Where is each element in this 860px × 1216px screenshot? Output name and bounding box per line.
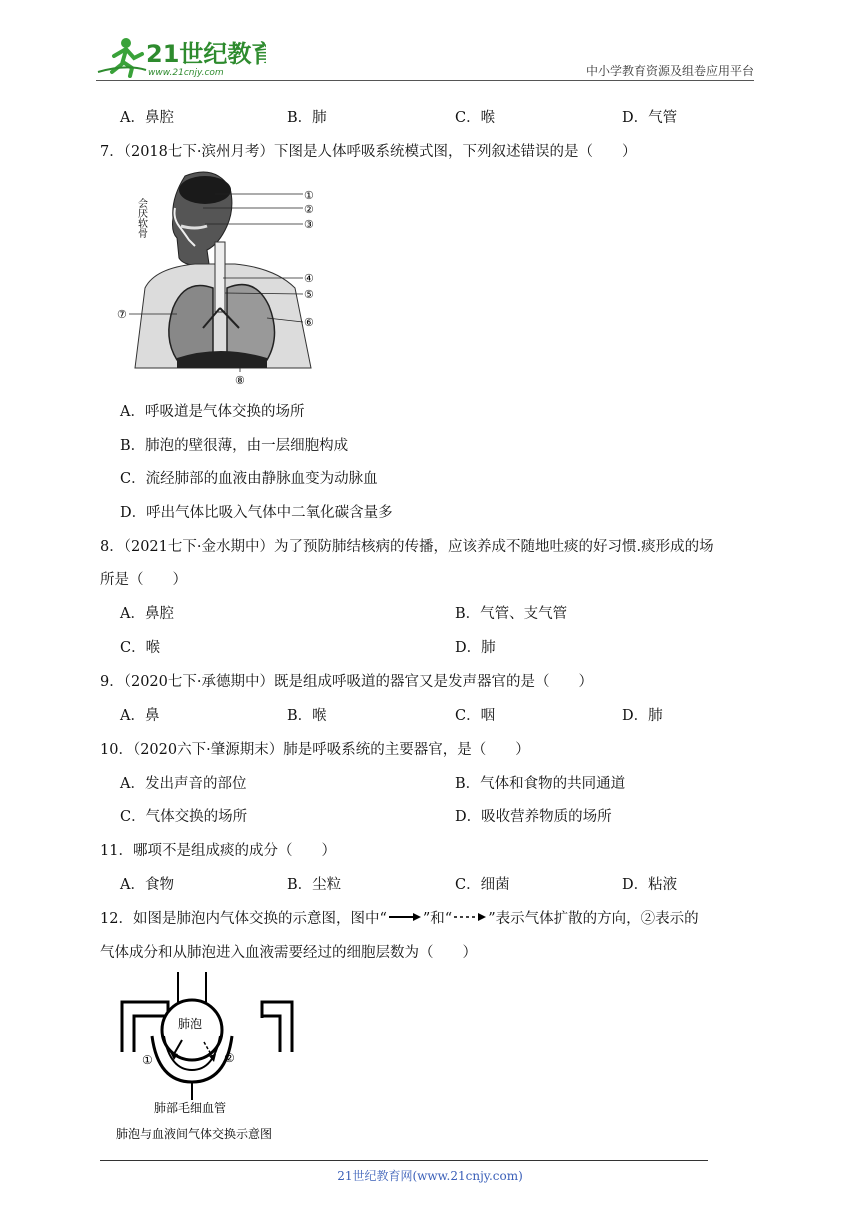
q6-option-b[interactable]: B．肺 (287, 110, 327, 126)
q9-option-b[interactable]: B．喉 (287, 708, 327, 724)
capillary-label: 肺部毛细血管 (154, 1101, 227, 1115)
q11-stem: 11．哪项不是组成痰的成分（ ） (100, 843, 336, 859)
q7-option-c[interactable]: C．流经肺部的血液由静脉血变为动脉血 (120, 471, 378, 487)
q7-option-b[interactable]: B．肺泡的壁很薄，由一层细胞构成 (120, 438, 349, 454)
q10-option-d[interactable]: D．吸收营养物质的场所 (455, 809, 612, 825)
fig-label-3: ③ (304, 218, 314, 231)
q12-stem-line1 (100, 907, 699, 928)
fig-label-5: ⑤ (304, 288, 314, 301)
footer-text[interactable]: 21世纪教育网(www.21cnjy.com) (337, 1169, 523, 1183)
q9-option-a[interactable]: A．鼻 (120, 708, 160, 724)
q8-option-b[interactable]: B．气管、支气管 (455, 606, 568, 622)
alveolus-gas-exchange-figure (112, 972, 302, 1144)
q8-option-d[interactable]: D．肺 (455, 640, 496, 656)
q7-option-a[interactable]: A．呼吸道是气体交换的场所 (120, 404, 305, 420)
header-platform-text: 中小学教育资源及组卷应用平台 (585, 64, 754, 78)
q11-option-d[interactable]: D．粘液 (622, 877, 678, 893)
figure-label-2: ② (224, 1051, 235, 1065)
q8-option-c[interactable]: C．喉 (120, 640, 161, 656)
respiratory-system-figure (115, 168, 335, 388)
q11-option-b[interactable]: B．尘粒 (287, 877, 342, 893)
q7-stem: 7．（2018七下·滨州月考）下图是人体呼吸系统模式图，下列叙述错误的是（ ） (100, 144, 637, 160)
q11-option-a[interactable]: A．食物 (120, 877, 174, 893)
logo-text: 21世纪教育 (146, 40, 266, 68)
footer-divider (100, 1160, 708, 1161)
q12-stem-part-a: 12．如图是肺泡内气体交换的示意图，图中“ (100, 911, 387, 927)
q11-option-c[interactable]: C．细菌 (455, 877, 510, 893)
fig-epiglottis-label: 会厌软骨 (135, 198, 147, 238)
logo-url: www.21cnjy.com (148, 68, 224, 78)
q10-stem: 10．（2020六下·肇源期末）肺是呼吸系统的主要器官，是（ ） (100, 742, 530, 758)
q10-option-b[interactable]: B．气体和食物的共同通道 (455, 776, 626, 792)
figure-label-1: ① (142, 1053, 153, 1067)
fig-label-7: ⑦ (117, 308, 127, 321)
q12-stem-part-d: 表示的 (655, 911, 699, 927)
fig-label-2: ② (304, 203, 314, 216)
q7-option-d[interactable]: D．呼出气体比吸入气体中二氧化碳含量多 (120, 505, 393, 521)
q8-option-a[interactable]: A．鼻腔 (120, 606, 174, 622)
runner-logo-icon (98, 38, 146, 76)
q12-stem-part-b: ”和“ (422, 911, 453, 927)
q10-option-c[interactable]: C．气体交换的场所 (120, 809, 248, 825)
dashed-arrow-icon (452, 911, 488, 927)
fig-label-1: ① (304, 189, 314, 202)
fig-label-4: ④ (304, 272, 314, 285)
q9-stem: 9．（2020七下·承德期中）既是组成呼吸道的器官又是发声器官的是（ ） (100, 674, 593, 690)
q10-option-a[interactable]: A．发出声音的部位 (120, 776, 247, 792)
q12-stem-part-c: ”表示气体扩散的方向， (488, 911, 641, 927)
figure-caption: 肺泡与血液间气体交换示意图 (116, 1127, 273, 1141)
q12-stem-line2: 气体成分和从肺泡进入血液需要经过的细胞层数为（ ） (100, 945, 477, 961)
q12-circle-two: ② (640, 911, 656, 927)
q6-option-c[interactable]: C．喉 (455, 110, 496, 126)
alveolus-label: 肺泡 (178, 1017, 203, 1031)
q9-option-c[interactable]: C．咽 (455, 708, 496, 724)
site-logo (96, 34, 266, 78)
solid-arrow-icon (387, 911, 423, 927)
fig-label-6: ⑥ (304, 316, 314, 329)
q9-option-d[interactable]: D．肺 (622, 708, 663, 724)
q6-option-a[interactable]: A．鼻腔 (120, 110, 174, 126)
q6-option-d[interactable]: D．气管 (622, 110, 678, 126)
q8-stem-line1: 8．（2021七下·金水期中）为了预防肺结核病的传播，应该养成不随地吐痰的好习惯.痰形成的场 (100, 539, 714, 555)
q8-stem-line2: 所是（ ） (100, 572, 187, 588)
fig-label-8: ⑧ (235, 374, 245, 387)
header-divider (96, 80, 754, 81)
